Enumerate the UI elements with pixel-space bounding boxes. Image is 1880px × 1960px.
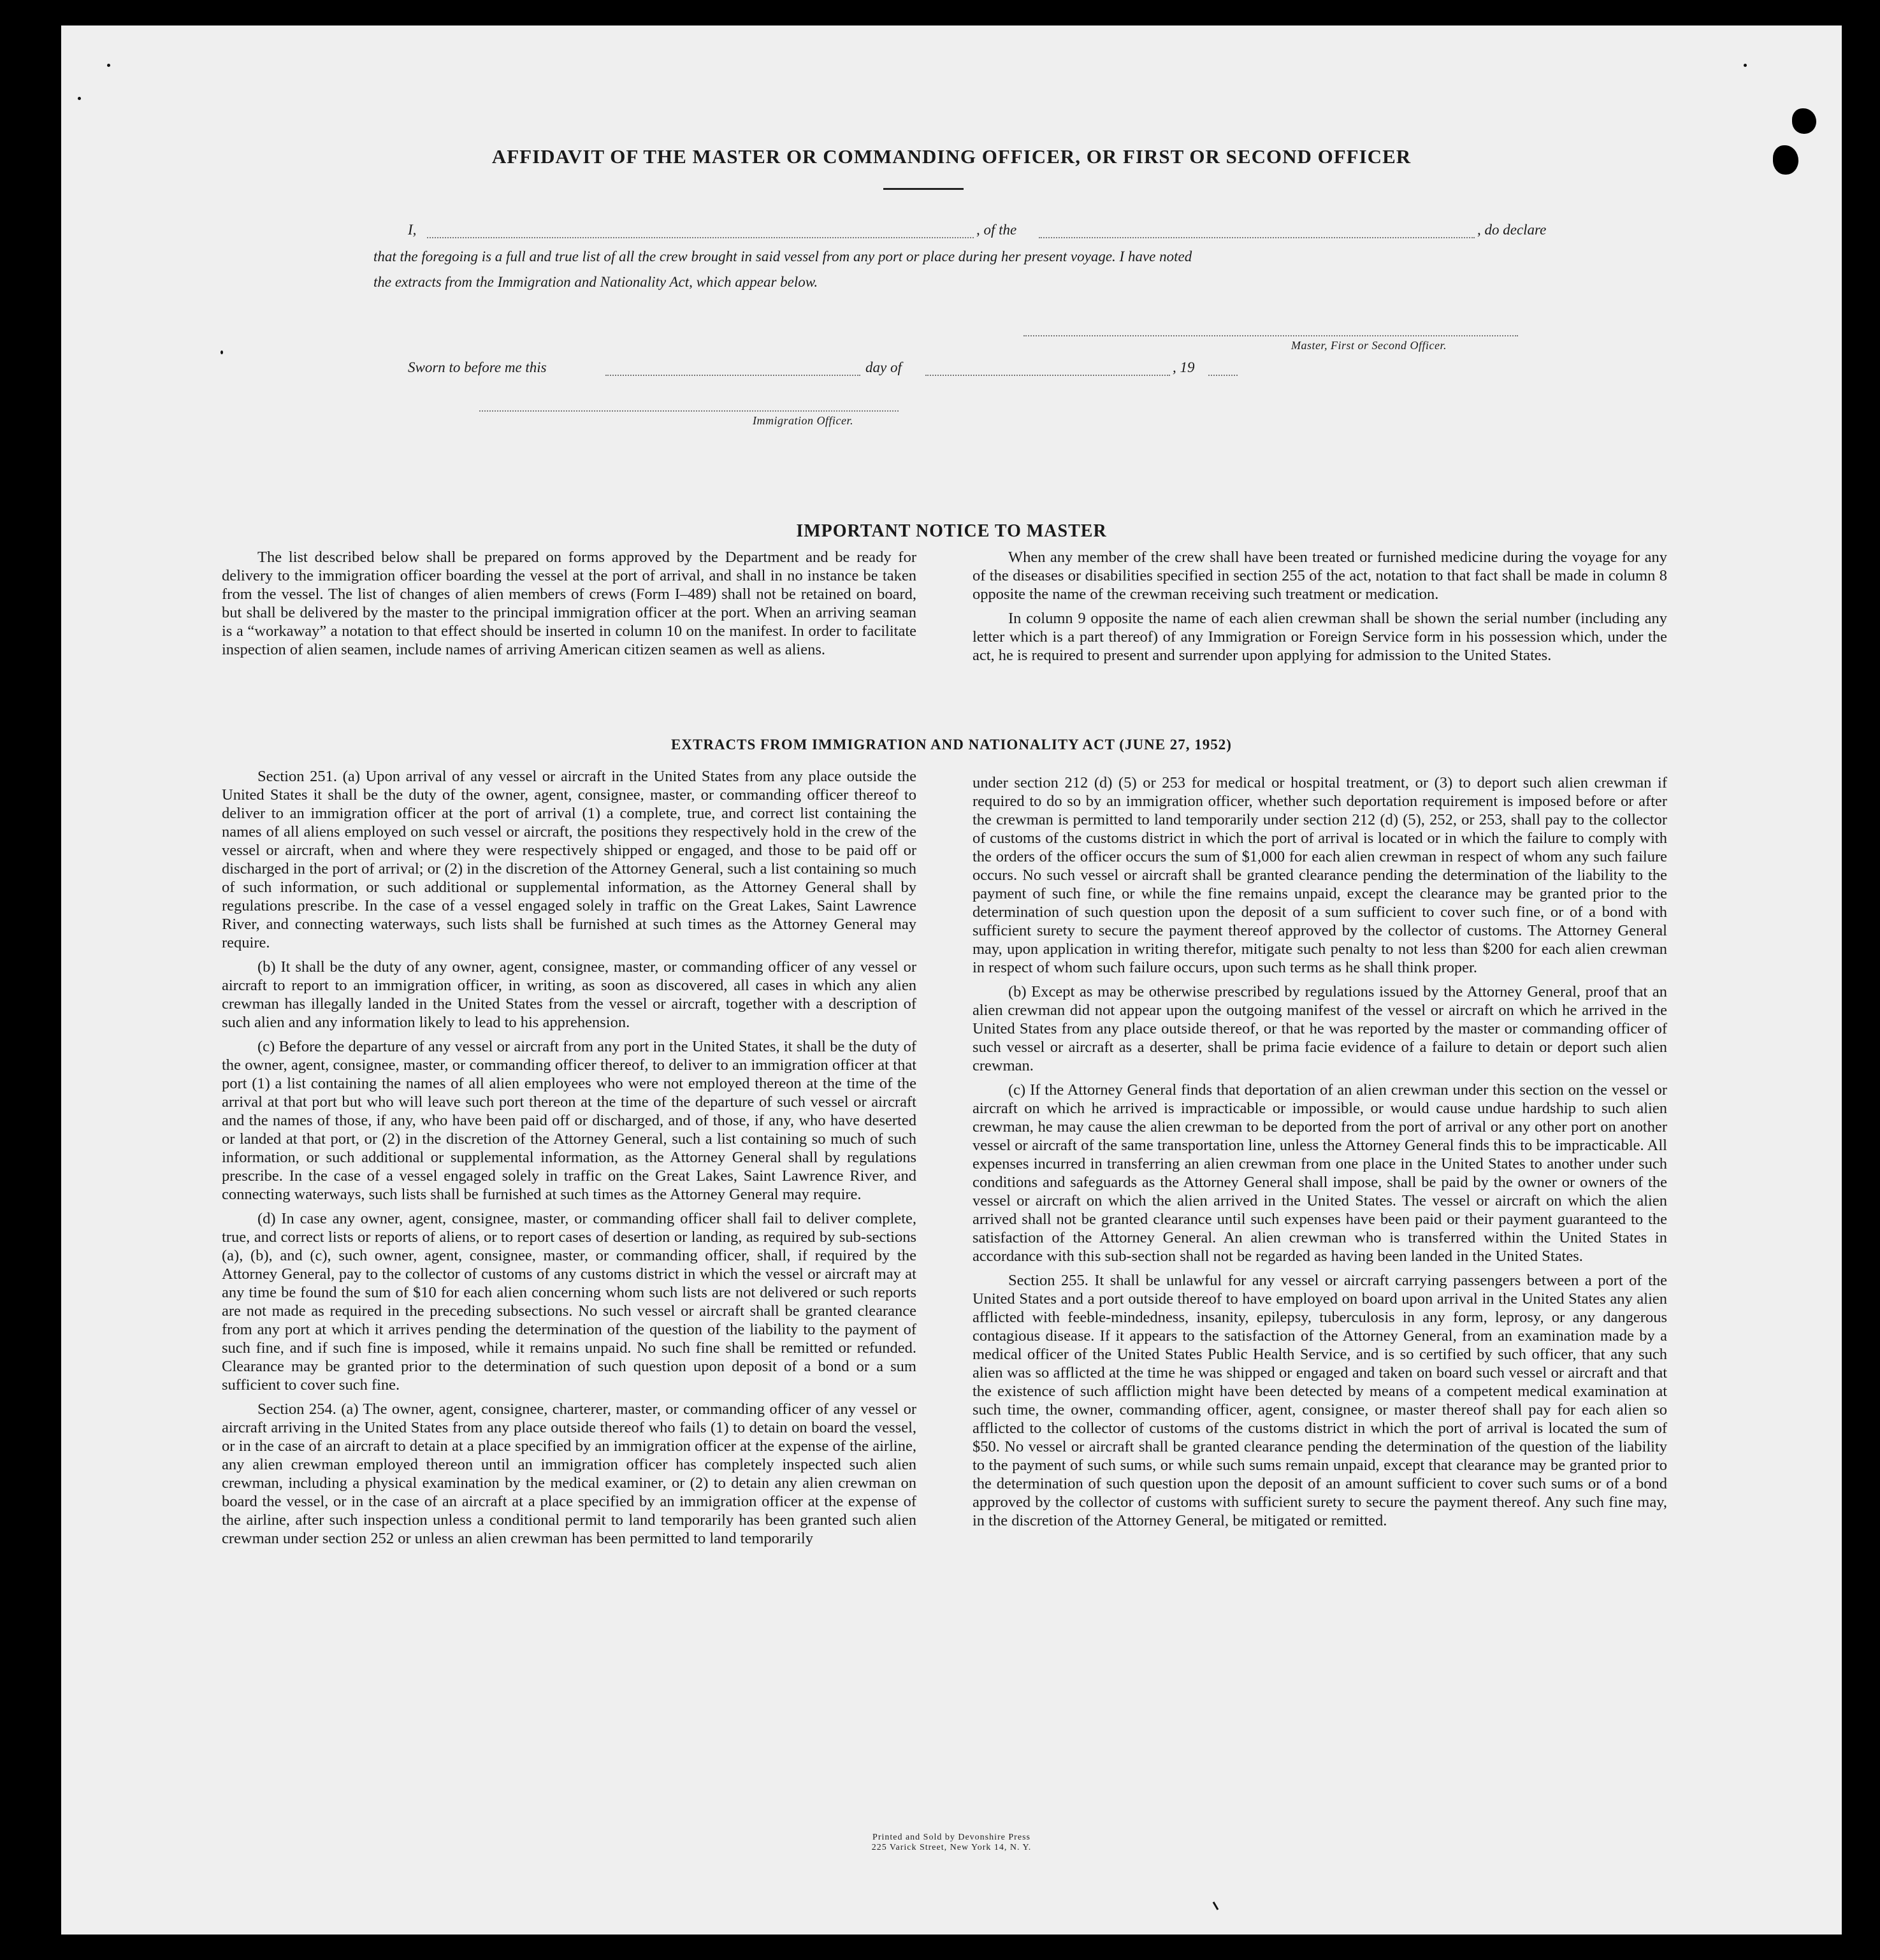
scan-speck: [1213, 1901, 1219, 1910]
act-paragraph: (c) If the Attorney General finds that deportation of an alien crewman under this section on the vessel or aircraft on which he arrived is impracticable or impossible, or would cause undue hardship to such alien crewman, he may cause the alien crewman to be deported from the port of arrival or any other port on another vessel or aircraft of the same transportation line, unless the Attorney General finds this to be impracticable. All expenses incurred in transferring an alien crewman from one place in the United States to another under such conditions and safeguards as the Attorney General shall impose, shall be paid by the owner or owners of the vessel or aircraft on which the alien arrived in the United States. The vessel or aircraft on which the alien arrived shall not be granted clearance until such expenses have been paid or their payment guaranteed to the satisfaction of the Attorney General. An alien crewman who is transferred within the United States in accordance with this sub-section shall not be regarded as having been landed in the United States.: [973, 1081, 1667, 1265]
notice-paragraph: In column 9 opposite the name of each alien crewman shall be shown the serial number (including any letter which is a part thereof) of any Immigration or Foreign Service form in his possession which, under the act, he is required to present and surrender upon applying for admission to the United States.: [973, 610, 1667, 664]
act-paragraph: under section 212 (d) (5) or 253 for medical or hospital treatment, or (3) to deport such alien crewman if required to do so by an immigration officer, whether such deportation requirement is imposed before or after the crewman is permitted to land temporarily under section 212 (d) (5), 252, or 253, shall pay to the collector of customs of the customs district in which the port of arrival is located or in which the failure to comply with the orders of the officer occurs the sum of $1,000 for each alien crewman in respect of whom any such failure occurs. No such vessel or aircraft shall be granted clearance pending the determination of the liability to the payment of such fine, or while the fine remains unpaid, except the clearance may be granted prior to the determination of such question upon the deposit of a sum sufficient to cover such fine, or of a bond with sufficient surety to secure the payment thereof approved by the collector of customs. The Attorney General may, upon application in writing therefor, mitigate such penalty to not less than $200 for each alien crewman in respect of whom such failure occurs, upon such terms as he shall think proper.: [973, 774, 1667, 976]
scan-blot: [1792, 108, 1816, 134]
day-of-text: day of: [865, 359, 902, 375]
extracts-right-column: [973, 774, 1667, 1536]
notice-paragraph: The list described below shall be prepared on forms approved by the Department and be ready for delivery to the immigration officer boarding the vessel at the port of arrival, and shall in no instance be taken from the vessel. The list of changes of alien members of crews (Form I–489) shall not be retained on board, but shall be delivered by the master to the principal immigration officer at the port. When an arriving seaman is a “workaway” a notation to that effect should be inserted in column 10 on the manifest. In order to facilitate inspection of alien seamen, include names of arriving American citizen seamen as well as aliens.: [222, 549, 916, 658]
year-prefix: , 19: [1173, 359, 1195, 375]
sworn-year-blank[interactable]: [1208, 375, 1238, 376]
scan-speck: [78, 97, 81, 100]
act-paragraph: (c) Before the departure of any vessel or aircraft from any port in the United States, it shall be the duty of the owner, agent, consignee, master, or commanding officer thereof, to deliver to an immigration officer at that port (1) a list containing the names of all alien employees who were not employed thereon at the time of the arrival at that port but who will leave such port thereon at the time of the departure of such vessel or aircraft and the names of those, if any, who have been paid off or discharged, and of those, if any, who have deserted or landed at that port, or (2) in the discretion of the Attorney General, such a list containing so much of such information, or such additional or supplemental information, as the Attorney General shall by regulations prescribe. In the case of a vessel engaged solely in traffic on the Great Lakes, Saint Lawrence River, and connecting waterways, such lists shall be furnished at such times as the Attorney General may require.: [222, 1038, 916, 1203]
master-signature-caption: Master, First or Second Officer.: [1291, 339, 1447, 352]
act-paragraph: (d) In case any owner, agent, consignee, master, or commanding officer shall fail to deliver complete, true, and correct lists or reports of aliens, or to report cases of desertion or landing, as required by sub-sections (a), (b), and (c), such owner, agent, consignee, master, or commanding officer, shall, if required by the Attorney General, pay to the collector of customs of any customs district in which the vessel or aircraft may at any time be found the sum of $10 for each alien concerning whom such lists are not delivered or such reports are not made as required in the preceding subsections. No such vessel or aircraft shall be granted clearance from any port at which it arrives pending the determination of the question of the liability to the payment of such fine, and if such fine is imposed, while it remains unpaid. No such fine shall be remitted or refunded. Clearance may be granted prior to the determination of such question upon deposit of a bond or a sum sufficient to cover such fine.: [222, 1210, 916, 1394]
decl-do-declare: , do declare: [1477, 222, 1547, 238]
vessel-blank[interactable]: [1039, 237, 1475, 238]
notice-paragraph: When any member of the crew shall have been treated or furnished medicine during the voyage for any of the diseases or disabilities specified in section 255 of the act, notation to that fact shall be made in column 8 opposite the name of the crewman receiving such treatment or medication.: [973, 549, 1667, 603]
decl-i: I,: [408, 222, 417, 238]
sworn-month-blank[interactable]: [925, 375, 1170, 376]
decl-line-2: that the foregoing is a full and true list of all the crew brought in said vessel from any port or place during her present voyage. I have noted: [373, 249, 1192, 264]
sworn-day-blank[interactable]: [605, 375, 860, 376]
decl-of-the: , of the: [976, 222, 1017, 238]
act-paragraph: Section 255. It shall be unlawful for any vessel or aircraft carrying passengers between a port of the United States and a port outside thereof to have employed on board upon arrival in the United States any alien afflicted with feeble-mindedness, insanity, epilepsy, tuberculosis in any form, leprosy, or any dangerous contagious disease. If it appears to the satisfaction of the Attorney General, from an examination made by a medical officer of the United States Public Health Service, and is so certified by such officer, that any such alien was so afflicted at the time he was shipped or engaged and taken on board such vessel or aircraft and that the existence of such affliction might have been detected by means of a competent medical examination at such time, the owner, commanding officer, agent, consignee, or master thereof shall pay for each alien so afflicted to the collector of customs of the customs district in which the port of arrival is located the sum of $50. No vessel or aircraft shall be granted clearance pending the determination of the question of the liability to the payment of such sums, or while such sums remain unpaid, except that clearance may be granted prior to the determination of such question upon the deposit of an amount sufficient to cover such sums or of a bond approved by the collector of customs with sufficient surety to secure the payment thereof. Any such fine may, in the discretion of the Attorney General, be mitigated or remitted.: [973, 1272, 1667, 1529]
extracts-title: EXTRACTS FROM IMMIGRATION AND NATIONALITY ACT (JUNE 27, 1952): [671, 737, 1232, 753]
act-paragraph: (b) Except as may be otherwise prescribed by regulations issued by the Attorney General, proof that an alien crewman did not appear upon the outgoing manifest of the vessel or aircraft on which he arrived in the United States from any place outside thereof, or that he was reported by the master or commanding officer of such vessel or aircraft as a deserter, shall be prima facie evidence of a failure to detain or deport such alien crewman.: [973, 983, 1667, 1074]
master-signature-line[interactable]: [1023, 335, 1518, 336]
affidavit-title: AFFIDAVIT OF THE MASTER OR COMMANDING OFFICER, OR FIRST OR SECOND OFFICER: [491, 145, 1412, 168]
document-sheet: [61, 25, 1842, 1935]
scan-speck: [221, 350, 223, 354]
officer-signature-line[interactable]: [479, 410, 899, 412]
act-paragraph: Section 251. (a) Upon arrival of any vessel or aircraft in the United States from any place outside the United States it shall be the duty of the owner, agent, consignee, master, or commanding officer thereof to deliver to an immigration officer at the port of arrival (1) a complete, true, and correct list containing the names of all aliens employed on such vessel or aircraft, the positions they respectively hold in the crew of the vessel or aircraft, when and where they were respectively shipped or engaged, and those to be paid off or discharged in the port of arrival; or (2) in the discretion of the Attorney General, such a list containing so much of such information, or such additional or supplemental information, as the Attorney General shall by regulations prescribe. In the case of a vessel engaged solely in traffic on the Great Lakes, Saint Lawrence River, and connecting waterways, such lists shall be furnished at such times as the Attorney General may require.: [222, 768, 916, 951]
act-paragraph: Section 254. (a) The owner, agent, consignee, charterer, master, or commanding officer of any vessel or aircraft arriving in the United States from any place outside thereof who fails (1) to detain on board the vessel, or in the case of an aircraft to detain at a place specified by an immigration officer at the expense of the airline, any alien crewman employed thereon until an immigration officer has completely inspected such alien crewman, including a physical examination by the medical examiner, or (2) to detain any alien crewman on board the vessel, or in the case of an aircraft at a place specified by an immigration officer at the expense of the airline, after such inspection unless a conditional permit to land temporarily has been granted such alien crewman under section 252 or unless an alien crewman has been permitted to land temporarily: [222, 1401, 916, 1547]
notice-right-column: [973, 548, 1667, 670]
scan-speck: [107, 64, 110, 67]
footer-line-2: 225 Varick Street, New York 14, N. Y.: [871, 1843, 1032, 1852]
officer-signature-caption: Immigration Officer.: [753, 414, 853, 427]
scan-speck: [1744, 64, 1747, 67]
decl-line-3: the extracts from the Immigration and Nationality Act, which appear below.: [373, 274, 818, 290]
printer-footer: [61, 1833, 1842, 1853]
title-rule: [883, 188, 964, 190]
notice-left-column: [222, 548, 916, 665]
notice-title: IMPORTANT NOTICE TO MASTER: [796, 521, 1107, 541]
act-paragraph: (b) It shall be the duty of any owner, agent, consignee, master, or commanding officer of any vessel or aircraft to report to an immigration officer, in writing, as soon as discovered, all cases in which any alien crewman has illegally landed in the United States from the vessel or aircraft, together with a description of such alien and any information likely to lead to his apprehension.: [222, 958, 916, 1031]
footer-line-1: Printed and Sold by Devonshire Press: [872, 1833, 1030, 1842]
name-blank[interactable]: [427, 237, 974, 238]
extracts-left-column: [222, 767, 916, 1553]
sworn-text: Sworn to before me this: [408, 359, 547, 375]
